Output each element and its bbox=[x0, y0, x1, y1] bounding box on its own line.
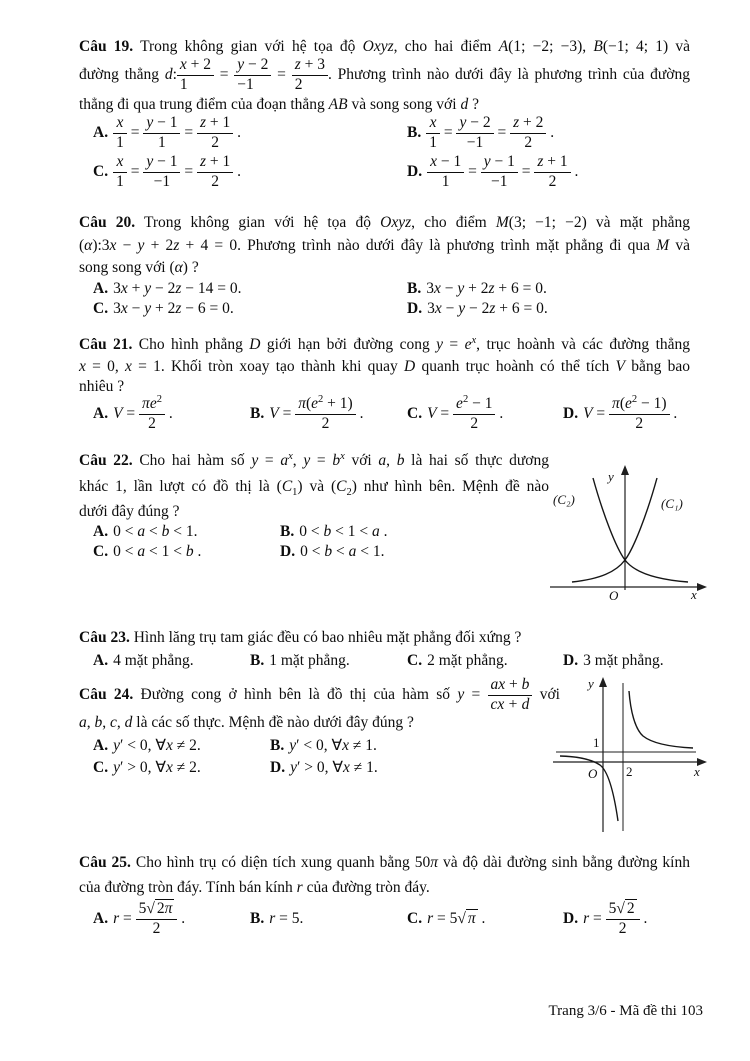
option-a bbox=[93, 521, 197, 542]
question-number: Câu 24. bbox=[79, 686, 134, 703]
option-label: B. bbox=[407, 124, 422, 141]
option-b bbox=[250, 392, 363, 436]
option-text: $\frac{x - 1}{1}$ = $\frac{y - 1}{-1}$ = $\frac{z + 1}{2}$ . bbox=[427, 163, 578, 180]
option-text: 3x + y − 2z − 14 = 0. bbox=[113, 280, 242, 297]
question-number: Câu 20. bbox=[79, 214, 136, 231]
question-text-line bbox=[79, 334, 690, 355]
tick-label-1: 1 bbox=[593, 735, 600, 750]
y-axis-arrow bbox=[599, 677, 607, 687]
option-b bbox=[280, 521, 387, 542]
option-text: y′ > 0, ∀x ≠ 2. bbox=[113, 759, 201, 776]
option-label: D. bbox=[563, 405, 579, 422]
option-label: D. bbox=[407, 163, 423, 180]
question-text-line: của đường tròn đáy. Tính bán kính r của đường tròn đáy. bbox=[79, 879, 430, 896]
question-stem: Đường cong ở hình bên là đồ thị của hàm số y = $\frac{ax + b}{cx + d}$ với bbox=[140, 676, 560, 713]
option-b bbox=[250, 897, 303, 941]
option-label: D. bbox=[270, 759, 286, 776]
y-axis-arrow bbox=[621, 465, 629, 475]
option-text: r = 5√ π . bbox=[427, 910, 486, 927]
option-text: V = $\frac{e^2 - 1}{2}$ . bbox=[427, 394, 504, 432]
option-d bbox=[270, 757, 378, 778]
question-text-line bbox=[79, 852, 690, 873]
option-text: 2 mặt phẳng. bbox=[427, 652, 508, 669]
option-label: C. bbox=[93, 543, 109, 560]
option-label: B. bbox=[250, 405, 265, 422]
exponential-curves-graph bbox=[548, 462, 710, 618]
option-d bbox=[280, 541, 384, 562]
option-label: B. bbox=[270, 737, 285, 754]
option-d bbox=[563, 650, 664, 671]
option-label: B. bbox=[407, 280, 422, 297]
hyperbola-graph bbox=[550, 675, 710, 835]
option-label: D. bbox=[280, 543, 296, 560]
question-number: Câu 22. bbox=[79, 452, 133, 469]
x-axis-label: x bbox=[691, 587, 697, 602]
question-stem: Trong không gian với hệ tọa độ Oxyz, cho điểm M(3; −1; −2) và mặt phẳng bbox=[143, 214, 690, 231]
option-c bbox=[93, 757, 201, 778]
option-text: y′ > 0, ∀x ≠ 1. bbox=[290, 759, 378, 776]
question-text-line: khác 1, lần lượt có đồ thị là $(C_1)$ và $(C_2)$ như hình bên. Mệnh đề nào bbox=[79, 478, 549, 499]
option-text: 0 < b < 1 < a . bbox=[299, 523, 388, 540]
option-label: A. bbox=[93, 124, 109, 141]
curve-c1-label: (C₁) bbox=[661, 496, 683, 511]
origin-label: O bbox=[609, 588, 619, 603]
question-text-line: thẳng đi qua trung điểm của đoạn thẳng AB và song song với d ? bbox=[79, 96, 479, 113]
option-text: r = 5. bbox=[269, 910, 304, 927]
question-stem: Cho hai hàm số $y = a^x$, $y = b^x$ với a, b là hai số thực dương bbox=[139, 450, 549, 469]
option-label: A. bbox=[93, 523, 109, 540]
curve-right-branch bbox=[629, 691, 693, 748]
option-d bbox=[407, 298, 548, 319]
option-text: 3x − y + 2z − 6 = 0. bbox=[113, 300, 234, 317]
option-d bbox=[407, 150, 578, 194]
curve-c2-label: (C₂) bbox=[553, 492, 575, 507]
option-a bbox=[93, 111, 241, 155]
option-text: r = $\frac{5√ 2}{2}$ . bbox=[583, 900, 648, 937]
page-footer: Trang 3/6 - Mã đề thi 103 bbox=[548, 1003, 703, 1019]
option-a bbox=[93, 392, 173, 436]
question-text-line: song song với (α) ? bbox=[79, 259, 199, 276]
question-text-line: nhiêu ? bbox=[79, 378, 125, 395]
question-text-line: x = 0, x = 1. Khối tròn xoay tạo thành khi quay D quanh trục hoành có thể tích V bằng bao bbox=[79, 358, 690, 375]
option-label: C. bbox=[407, 405, 423, 422]
option-label: A. bbox=[93, 737, 109, 754]
option-label: C. bbox=[93, 759, 109, 776]
option-label: D. bbox=[563, 910, 579, 927]
y-axis-label: y bbox=[588, 676, 594, 691]
option-c bbox=[407, 392, 503, 436]
question-text-line: a, b, c, d là các số thực. Mệnh đề nào dưới đây đúng ? bbox=[79, 714, 414, 731]
question-text-line: dưới đây đúng ? bbox=[79, 503, 180, 520]
question-number: Câu 25. bbox=[79, 854, 131, 871]
question-number: Câu 19. bbox=[79, 38, 134, 55]
option-b bbox=[407, 111, 554, 155]
question-stem: Trong không gian với hệ tọa độ Oxyz, cho hai điểm A(1; −2; −3), B(−1; 4; 1) và bbox=[140, 38, 690, 55]
x-axis-label: x bbox=[694, 764, 700, 779]
question-text-line bbox=[79, 212, 690, 233]
question-text-line bbox=[79, 450, 549, 471]
option-text: 4 mặt phẳng. bbox=[113, 652, 194, 669]
option-text: 3 mặt phẳng. bbox=[583, 652, 664, 669]
option-label: A. bbox=[93, 910, 109, 927]
option-b bbox=[250, 650, 350, 671]
option-label: A. bbox=[93, 652, 109, 669]
option-label: C. bbox=[93, 300, 109, 317]
option-text: 3x − y − 2z + 6 = 0. bbox=[427, 300, 548, 317]
option-text: 0 < a < b < 1. bbox=[113, 523, 198, 540]
option-b bbox=[407, 278, 547, 299]
option-text: V = $\frac{\pi(e^2 + 1)}{2}$ . bbox=[269, 394, 364, 432]
option-d bbox=[563, 392, 677, 436]
option-text: 0 < b < a < 1. bbox=[300, 543, 385, 560]
option-label: C. bbox=[407, 910, 423, 927]
question-number: Câu 23. bbox=[79, 629, 130, 646]
option-text: $\frac{x}{1}$ = $\frac{y - 2}{-1}$ = $\frac{z + 2}{2}$ . bbox=[426, 124, 554, 141]
option-c bbox=[407, 897, 485, 941]
option-a bbox=[93, 735, 201, 756]
option-c bbox=[407, 650, 508, 671]
option-label: A. bbox=[93, 405, 109, 422]
option-label: B. bbox=[250, 910, 265, 927]
option-label: C. bbox=[93, 163, 109, 180]
option-text: r = $\frac{5√ 2\pi}{2}$ . bbox=[113, 900, 186, 937]
option-label: C. bbox=[407, 652, 423, 669]
question-stem: Hình lăng trụ tam giác đều có bao nhiêu mặt phẳng đối xứng ? bbox=[133, 629, 522, 646]
option-label: B. bbox=[250, 652, 265, 669]
x-axis-arrow bbox=[697, 583, 707, 591]
option-text: $\frac{x}{1}$ = $\frac{y - 1}{-1}$ = $\frac{z + 1}{2}$ . bbox=[113, 163, 241, 180]
option-c bbox=[93, 150, 241, 194]
y-axis-label: y bbox=[608, 469, 614, 484]
option-text: 3x − y + 2z + 6 = 0. bbox=[426, 280, 547, 297]
curve-c1 bbox=[572, 478, 657, 582]
question-text-line bbox=[79, 627, 690, 648]
option-text: y′ < 0, ∀x ≠ 2. bbox=[113, 737, 201, 754]
option-text: y′ < 0, ∀x ≠ 1. bbox=[289, 737, 377, 754]
question-number: Câu 21. bbox=[79, 336, 133, 353]
option-label: D. bbox=[407, 300, 423, 317]
option-d bbox=[563, 897, 647, 941]
option-label: B. bbox=[280, 523, 295, 540]
option-c bbox=[93, 541, 201, 562]
question-stem: Cho hình trụ có diện tích xung quanh bằng 50π và độ dài đường sinh bằng đường kính bbox=[135, 854, 690, 871]
option-a bbox=[93, 897, 185, 941]
option-a bbox=[93, 278, 242, 299]
option-c bbox=[93, 298, 234, 319]
option-text: 0 < a < 1 < b . bbox=[113, 543, 202, 560]
origin-label: O bbox=[588, 766, 598, 781]
option-label: D. bbox=[563, 652, 579, 669]
tick-label-2: 2 bbox=[626, 764, 633, 779]
option-text: 1 mặt phẳng. bbox=[269, 652, 350, 669]
option-text: V = $\frac{\pi(e^2 - 1)}{2}$ . bbox=[583, 394, 678, 432]
option-b bbox=[270, 735, 377, 756]
question-text-line: đường thẳng d: $\frac{x + 2}{1}$ = $\frac{y - 2}{-1}$ = $\frac{z + 3}{2}$ . Phương trình nào dưới đây là phương trình của đường bbox=[79, 56, 690, 93]
option-a bbox=[93, 650, 194, 671]
question-stem: Cho hình phẳng D giới hạn bởi đường cong $y = e^x$, trục hoành và các đường thẳng bbox=[138, 334, 691, 353]
option-text: V = $\frac{\pi e^2}{2}$ . bbox=[113, 394, 173, 432]
option-label: A. bbox=[93, 280, 109, 297]
option-text: $\frac{x}{1}$ = $\frac{y - 1}{1}$ = $\frac{z + 1}{2}$ . bbox=[113, 124, 241, 141]
question-text-line: (α):3x − y + 2z + 4 = 0. Phương trình nào dưới đây là phương trình mặt phẳng đi qua M và bbox=[79, 237, 690, 254]
